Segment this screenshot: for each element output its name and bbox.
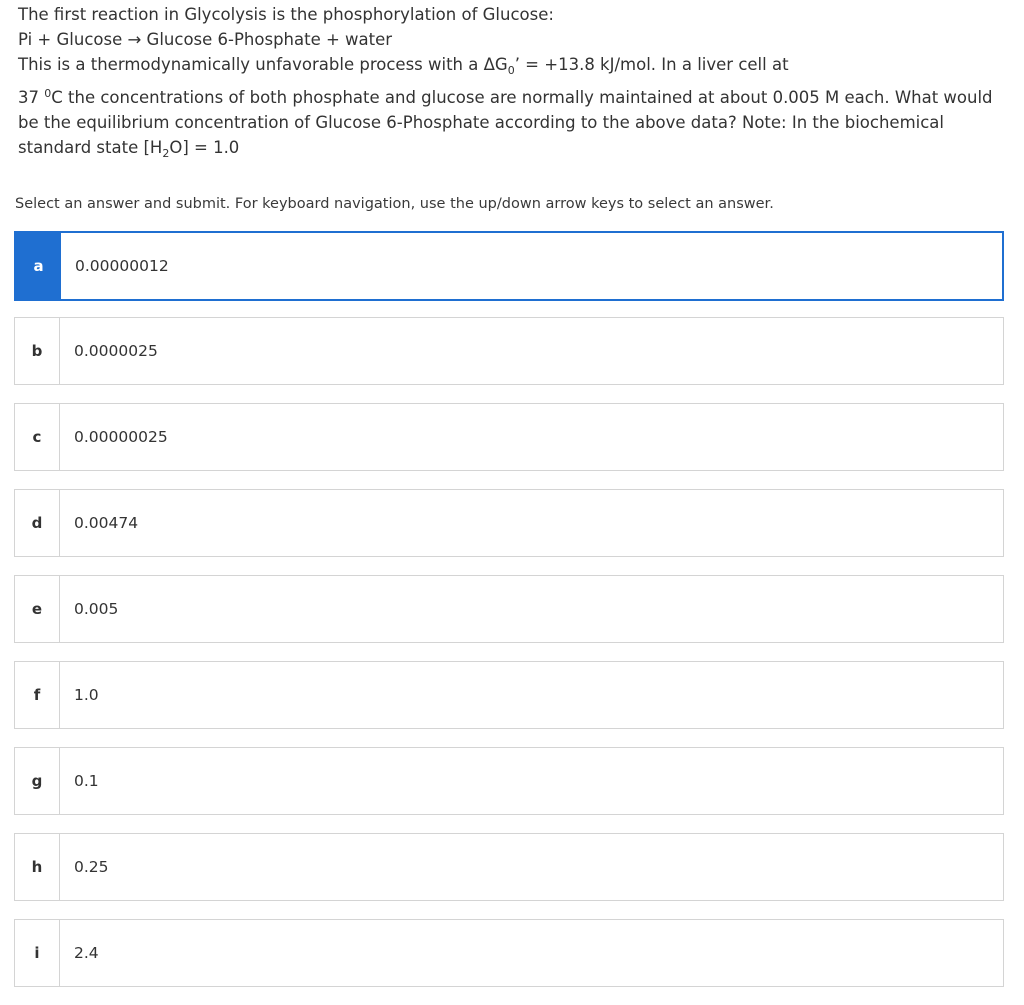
- answer-choice-d[interactable]: [14, 489, 1004, 557]
- choice-letter: i: [15, 920, 60, 986]
- answer-choice-f[interactable]: [14, 661, 1004, 729]
- choice-value: 0.25: [74, 858, 109, 876]
- choice-value: 1.0: [74, 686, 99, 704]
- choice-letter: h: [15, 834, 60, 900]
- choice-letter: g: [15, 748, 60, 814]
- choice-letter: b: [15, 318, 60, 384]
- answer-instruction: Select an answer and submit. For keyboard navigation, use the up/down arrow keys to select an answer.: [15, 196, 774, 212]
- choice-value: 2.4: [74, 944, 99, 962]
- answer-choice-e[interactable]: [14, 575, 1004, 643]
- choice-value: 0.00474: [74, 514, 139, 532]
- answer-choice-b[interactable]: [14, 317, 1004, 385]
- choice-value: 0.00000025: [74, 428, 168, 446]
- answer-choice-g[interactable]: [14, 747, 1004, 815]
- choice-letter: f: [15, 662, 60, 728]
- question-paragraph: 37 $^0$C the concentrations of both phosphate and glucose are normally maintained at about 0.005 M each. What would be the equilibrium concentration of Glucose 6-Phosphate according to the above data? Note: In the biochemical standard state $[H_2O] = 1.0$: [18, 87, 993, 160]
- answer-choice-c[interactable]: [14, 403, 1004, 471]
- question-text: [18, 2, 1008, 160]
- choice-letter: a: [16, 233, 61, 299]
- question-line-3: This is a thermodynamically unfavorable process with a $\Delta G_0$’ = +13.8 kJ/mol. In a liver cell at: [18, 55, 789, 77]
- answer-choice-i[interactable]: [14, 919, 1004, 987]
- question-reaction: Pi + Glucose → Glucose 6-Phosphate + water: [18, 30, 393, 49]
- answer-choice-a[interactable]: [14, 231, 1004, 301]
- choice-value: 0.00000012: [75, 257, 169, 275]
- choice-letter: e: [15, 576, 60, 642]
- choice-value: 0.005: [74, 600, 119, 618]
- answer-choices: [14, 231, 1004, 1005]
- choice-value: 0.0000025: [74, 342, 158, 360]
- choice-value: 0.1: [74, 772, 99, 790]
- choice-letter: c: [15, 404, 60, 470]
- answer-choice-h[interactable]: [14, 833, 1004, 901]
- choice-letter: d: [15, 490, 60, 556]
- question-line-1: The first reaction in Glycolysis is the phosphorylation of Glucose:: [18, 5, 554, 24]
